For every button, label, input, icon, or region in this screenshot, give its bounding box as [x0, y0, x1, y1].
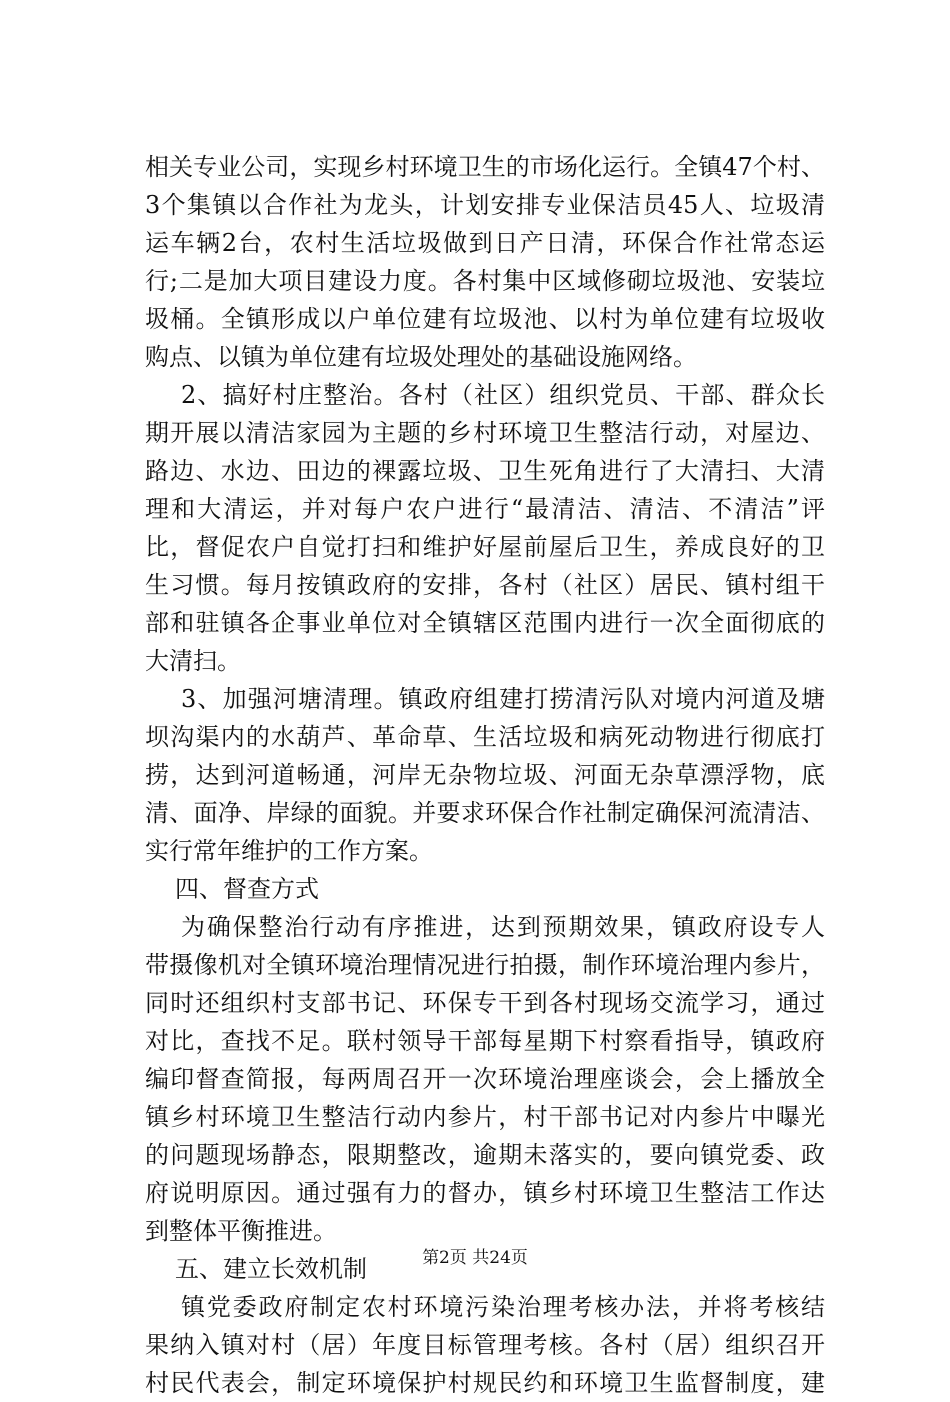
- body-line: 府说明原因。通过强有力的督办，镇乡村环境卫生整洁工作达: [145, 1179, 825, 1207]
- body-line: 相关专业公司，实现乡村环境卫生的市场化运行。全镇47个村、: [145, 153, 825, 181]
- body-line: 带摄像机对全镇环境治理情况进行拍摄，制作环境治理内参片，: [145, 951, 825, 979]
- body-line: 比，督促农户自觉打扫和维护好屋前屋后卫生，养成良好的卫: [145, 533, 825, 561]
- body-line: 村民代表会，制定环境保护村规民约和环境卫生监督制度，建: [145, 1369, 825, 1397]
- body-line: 同时还组织村支部书记、环保专干到各村现场交流学习，通过: [145, 989, 825, 1017]
- paragraph-first-line: 为确保整治行动有序推进，达到预期效果，镇政府设专人: [181, 913, 825, 941]
- document-body: [145, 148, 825, 1402]
- body-line: 3个集镇以合作社为龙头，计划安排专业保洁员45人、垃圾清: [145, 191, 825, 219]
- body-line: 果纳入镇对村（居）年度目标管理考核。各村（居）组织召开: [145, 1331, 825, 1359]
- paragraph-first-line: 镇党委政府制定农村环境污染治理考核办法，并将考核结: [181, 1293, 825, 1321]
- body-line: 清、面净、岸绿的面貌。并要求环保合作社制定确保河流清洁、: [145, 799, 825, 827]
- body-line: 路边、水边、田边的裸露垃圾、卫生死角进行了大清扫、大清: [145, 457, 825, 485]
- body-line: 购点、以镇为单位建有垃圾处理处的基础设施网络。: [145, 343, 697, 371]
- body-line: 圾桶。全镇形成以户单位建有垃圾池、以村为单位建有垃圾收: [145, 305, 825, 333]
- body-line: 的问题现场静态，限期整改，逾期未落实的，要向镇党委、政: [145, 1141, 825, 1169]
- body-line: 部和驻镇各企事业单位对全镇辖区范围内进行一次全面彻底的: [145, 609, 825, 637]
- paragraph-first-line: 3、加强河塘清理。镇政府组建打捞清污队对境内河道及塘: [181, 685, 825, 713]
- body-line: 行;二是加大项目建设力度。各村集中区域修砌垃圾池、安装垃: [145, 267, 825, 295]
- body-line: 到整体平衡推进。: [145, 1217, 337, 1245]
- body-line: 对比，查找不足。联村领导干部每星期下村察看指导，镇政府: [145, 1027, 825, 1055]
- body-line: 镇乡村环境卫生整洁行动内参片，村干部书记对内参片中曝光: [145, 1103, 825, 1131]
- section-heading: 四、督查方式: [175, 875, 319, 903]
- body-line: 编印督查简报，每两周召开一次环境治理座谈会，会上播放全: [145, 1065, 825, 1093]
- section-heading: 五、建立长效机制: [175, 1255, 367, 1283]
- page-number-footer: 第2页 共24页: [422, 1248, 528, 1268]
- body-line: 期开展以清洁家园为主题的乡村环境卫生整洁行动，对屋边、: [145, 419, 825, 447]
- body-line: 捞，达到河道畅通，河岸无杂物垃圾、河面无杂草漂浮物，底: [145, 761, 825, 789]
- body-line: 理和大清运，并对每户农户进行“最清洁、清洁、不清洁”评: [145, 495, 825, 523]
- body-line: 生习惯。每月按镇政府的安排，各村（社区）居民、镇村组干: [145, 571, 825, 599]
- body-line: 实行常年维护的工作方案。: [145, 837, 433, 865]
- body-line: 运车辆2台，农村生活垃圾做到日产日清，环保合作社常态运: [145, 229, 825, 257]
- body-line: 坝沟渠内的水葫芦、革命草、生活垃圾和病死动物进行彻底打: [145, 723, 825, 751]
- paragraph-first-line: 2、搞好村庄整治。各村（社区）组织党员、干部、群众长: [181, 381, 825, 409]
- body-line: 大清扫。: [145, 647, 241, 675]
